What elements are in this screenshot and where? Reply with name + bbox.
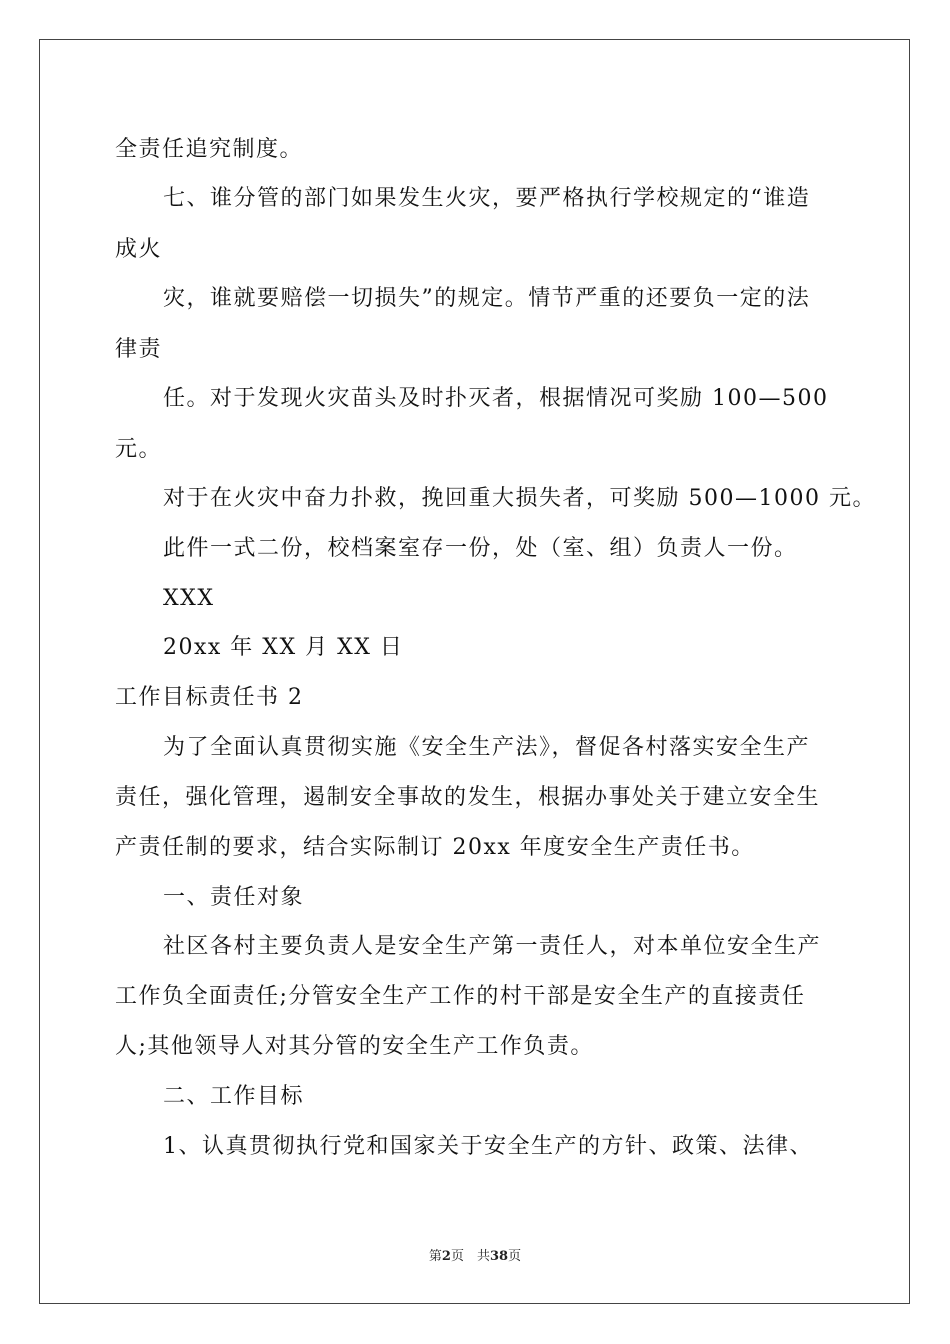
- footer-suffix: 页: [508, 1249, 522, 1264]
- text-line: 工作负全面责任;分管安全生产工作的村干部是安全生产的直接责任: [115, 984, 806, 1009]
- footer-prefix: 第: [428, 1249, 442, 1264]
- footer-mid: 页 共: [450, 1249, 490, 1264]
- text-line: 人;其他领导人对其分管的安全生产工作负责。: [115, 1034, 594, 1059]
- text-line: 对于在火灾中奋力扑救，挽回重大损失者，可奖励 500—1000 元。: [163, 486, 876, 511]
- text-line: 律责: [115, 337, 163, 362]
- heading-responsibility-object: 一、责任对象: [163, 885, 305, 910]
- text-line: 全责任追究制度。: [115, 137, 304, 162]
- text-line: 责任，强化管理，遏制安全事故的发生，根据办事处关于建立安全生: [115, 785, 821, 810]
- total-pages: 38: [489, 1249, 509, 1264]
- page-border: [39, 39, 910, 1304]
- text-line: 成火: [115, 237, 163, 262]
- text-line: 此件一式二份，校档案室存一份，处（室、组）负责人一份。: [163, 536, 798, 561]
- section-title: 工作目标责任书 2: [115, 685, 304, 710]
- text-line: 产责任制的要求，结合实际制订 20xx 年度安全生产责任书。: [115, 835, 755, 860]
- text-line: 灾，谁就要赔偿一切损失”的规定。情节严重的还要负一定的法: [163, 286, 811, 311]
- date-line: 20xx 年 XX 月 XX 日: [163, 635, 404, 660]
- page-footer: [0, 1248, 950, 1266]
- page-number: 2: [441, 1249, 451, 1264]
- text-line: 七、谁分管的部门如果发生火灾，要严格执行学校规定的“谁造: [163, 186, 811, 211]
- signatory: XXX: [163, 586, 215, 611]
- text-line: 1、认真贯彻执行党和国家关于安全生产的方针、政策、法律、: [163, 1134, 813, 1159]
- text-line: 任。对于发现火灾苗头及时扑灭者，根据情况可奖励 100—500: [163, 386, 829, 411]
- text-line: 元。: [115, 437, 163, 462]
- text-line: 社区各村主要负责人是安全生产第一责任人，对本单位安全生产: [163, 934, 822, 959]
- text-line: 为了全面认真贯彻实施《安全生产法》，督促各村落实安全生产: [163, 735, 811, 760]
- heading-work-goals: 二、工作目标: [163, 1084, 305, 1109]
